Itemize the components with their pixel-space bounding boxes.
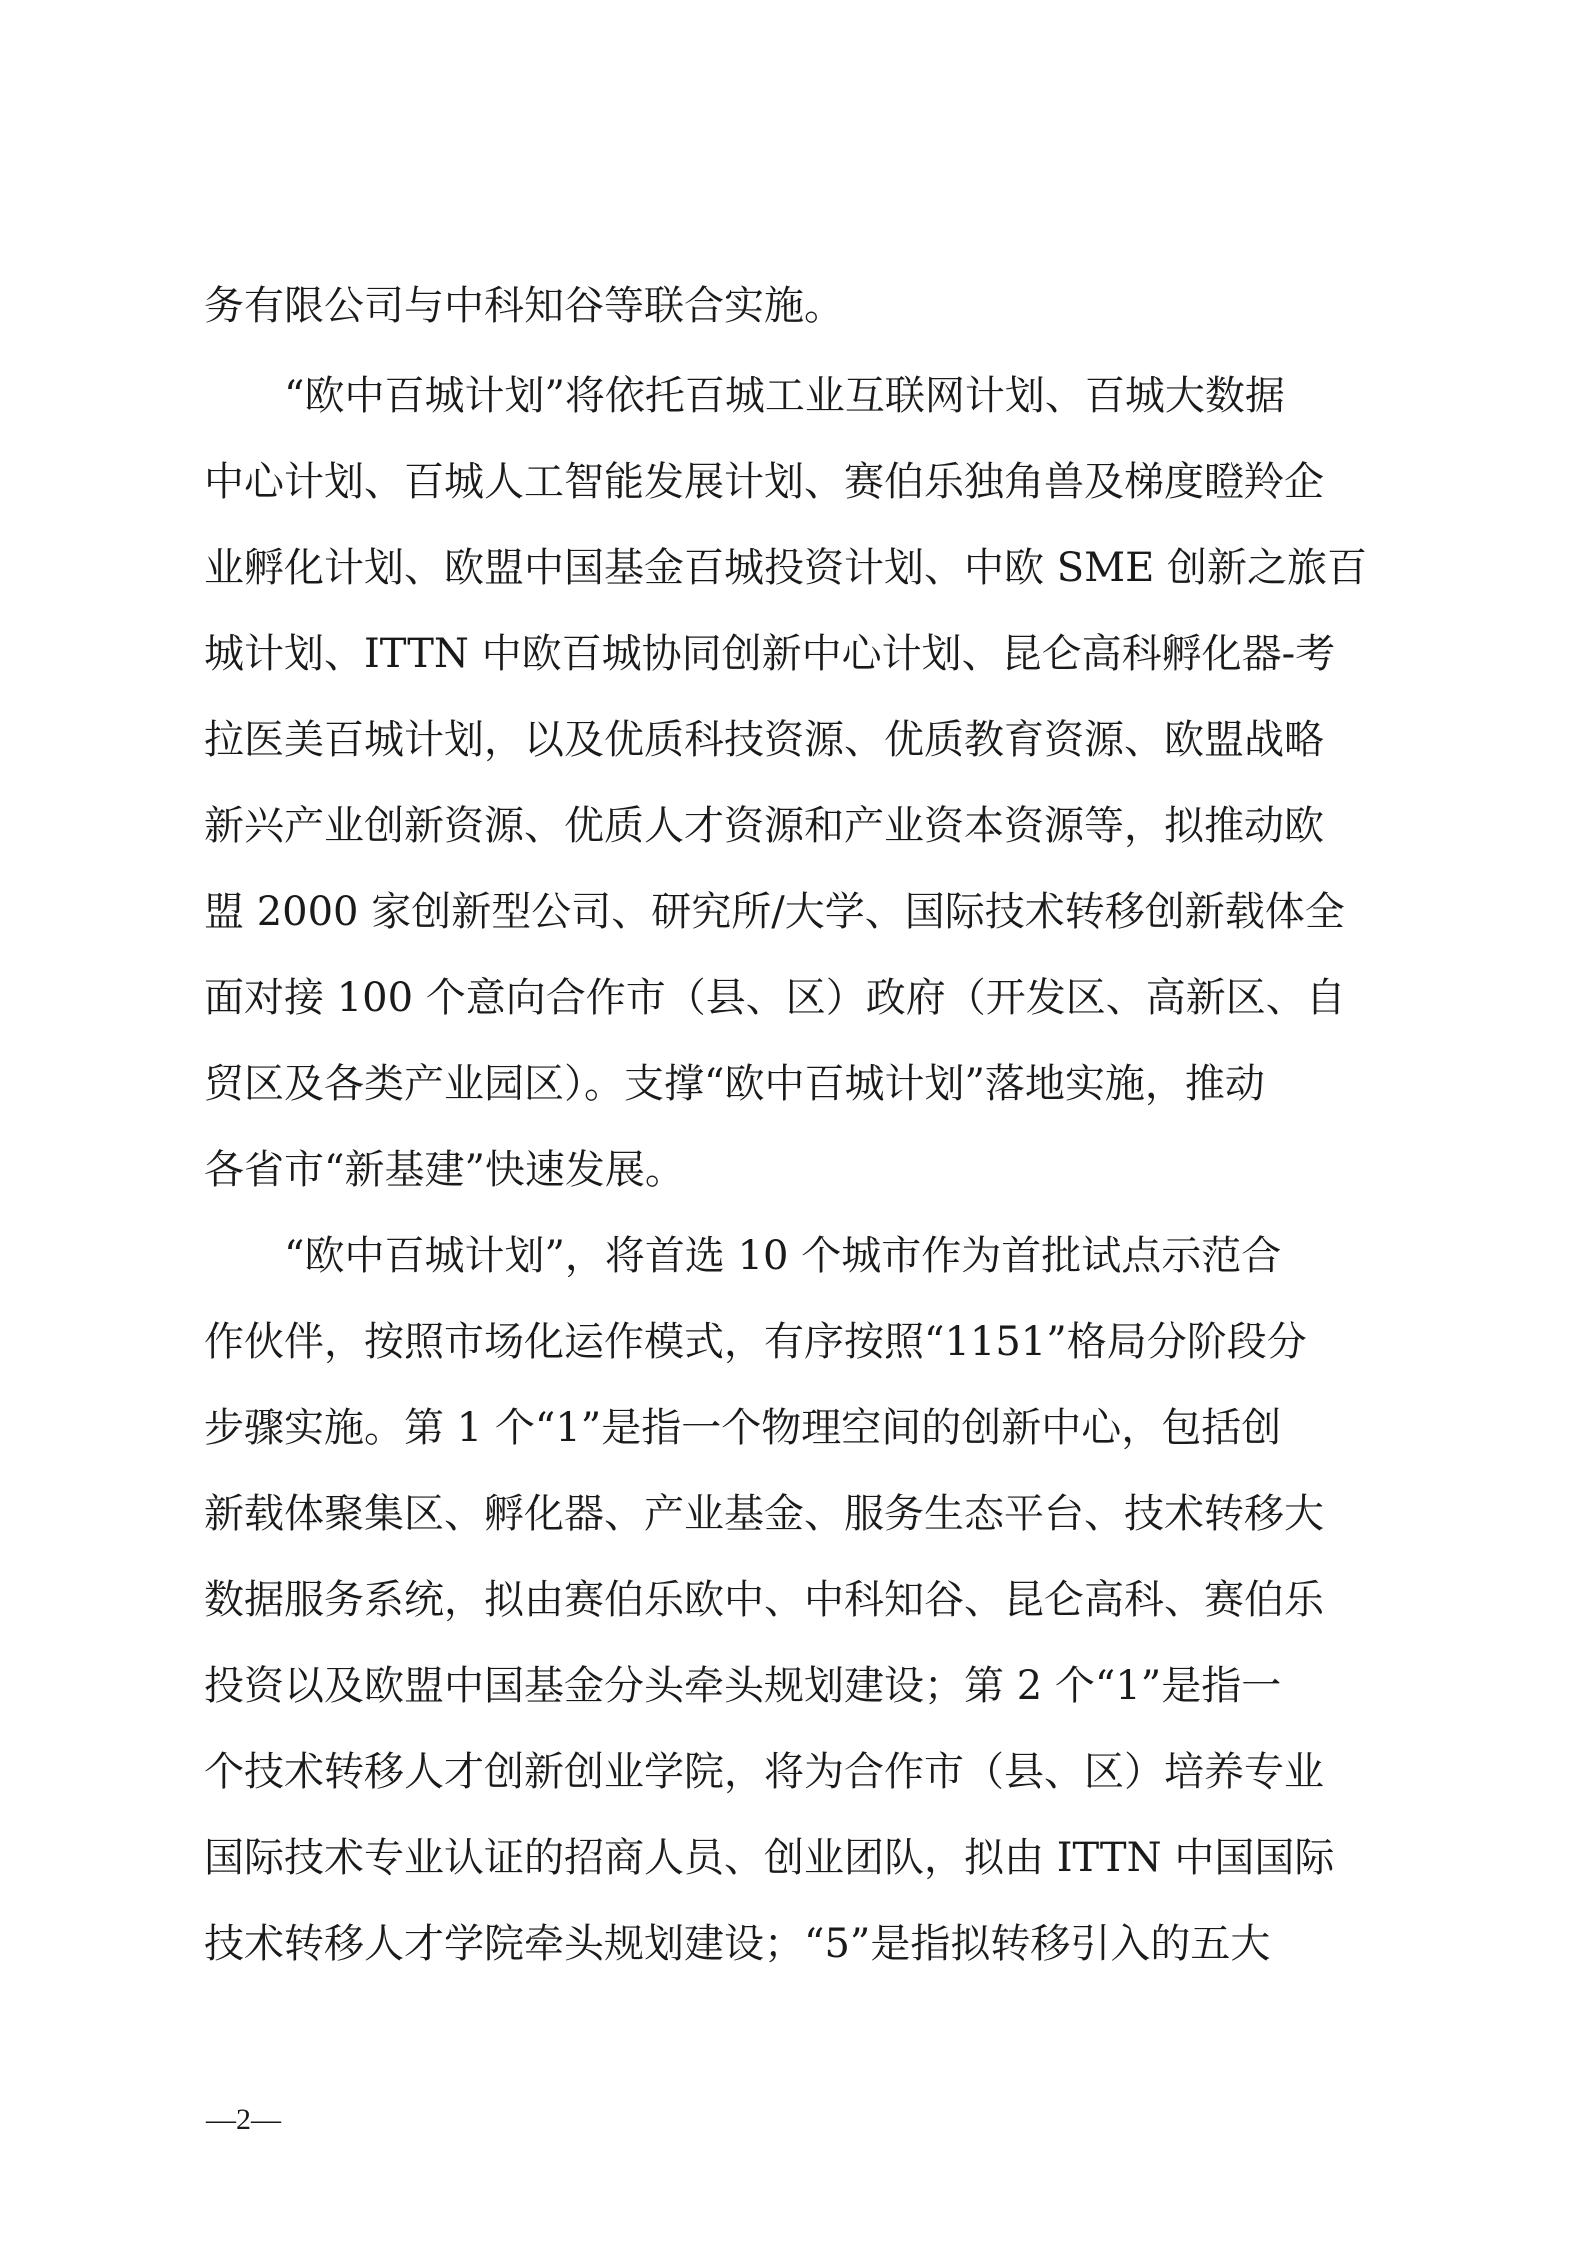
body-line: 投资以及欧盟中国基金分头牵头规划建设；第 2 个“1”是指一 bbox=[204, 1663, 1282, 1709]
body-line: 国际技术专业认证的招商人员、创业团队，拟由 ITTN 中国国际 bbox=[204, 1835, 1335, 1881]
body-line: 新兴产业创新资源、优质人才资源和产业资本资源等，拟推动欧 bbox=[204, 803, 1324, 849]
body-line: 数据服务系统，拟由赛伯乐欧中、中科知谷、昆仑高科、赛伯乐 bbox=[204, 1577, 1324, 1623]
body-line: 盟 2000 家创新型公司、研究所/大学、国际技术转移创新载体全 bbox=[204, 889, 1345, 935]
body-line: 拉医美百城计划，以及优质科技资源、优质教育资源、欧盟战略 bbox=[204, 717, 1324, 763]
body-line: 个技术转移人才创新创业学院，将为合作市（县、区）培养专业 bbox=[204, 1749, 1324, 1795]
body-line: 中心计划、百城人工智能发展计划、赛伯乐独角兽及梯度瞪羚企 bbox=[204, 459, 1324, 505]
body-line: 各省市“新基建”快速发展。 bbox=[204, 1147, 685, 1193]
body-line: 面对接 100 个意向合作市（县、区）政府（开发区、高新区、自 bbox=[204, 975, 1346, 1021]
body-line: 技术转移人才学院牵头规划建设；“5”是指拟转移引入的五大 bbox=[204, 1921, 1271, 1967]
body-line: 业孵化计划、欧盟中国基金百城投资计划、中欧 SME 创新之旅百 bbox=[204, 545, 1367, 591]
body-line: 贸区及各类产业园区）。支撑“欧中百城计划”落地实施，推动 bbox=[204, 1061, 1265, 1107]
body-line: 步骤实施。第 1 个“1”是指一个物理空间的创新中心，包括创 bbox=[204, 1405, 1282, 1451]
page-number: —2— bbox=[206, 2103, 281, 2136]
body-line: 务有限公司与中科知谷等联合实施。 bbox=[204, 283, 844, 329]
body-line: “欧中百城计划”，将首选 10 个城市作为首批试点示范合 bbox=[204, 1233, 1282, 1279]
body-line: 城计划、ITTN 中欧百城协同创新中心计划、昆仑高科孵化器-考 bbox=[204, 631, 1336, 677]
body-line: 作伙伴，按照市场化运作模式，有序按照“1151”格局分阶段分 bbox=[204, 1319, 1307, 1365]
body-line: “欧中百城计划”将依托百城工业互联网计划、百城大数据 bbox=[204, 373, 1285, 419]
body-line: 新载体聚集区、孵化器、产业基金、服务生态平台、技术转移大 bbox=[204, 1491, 1324, 1537]
